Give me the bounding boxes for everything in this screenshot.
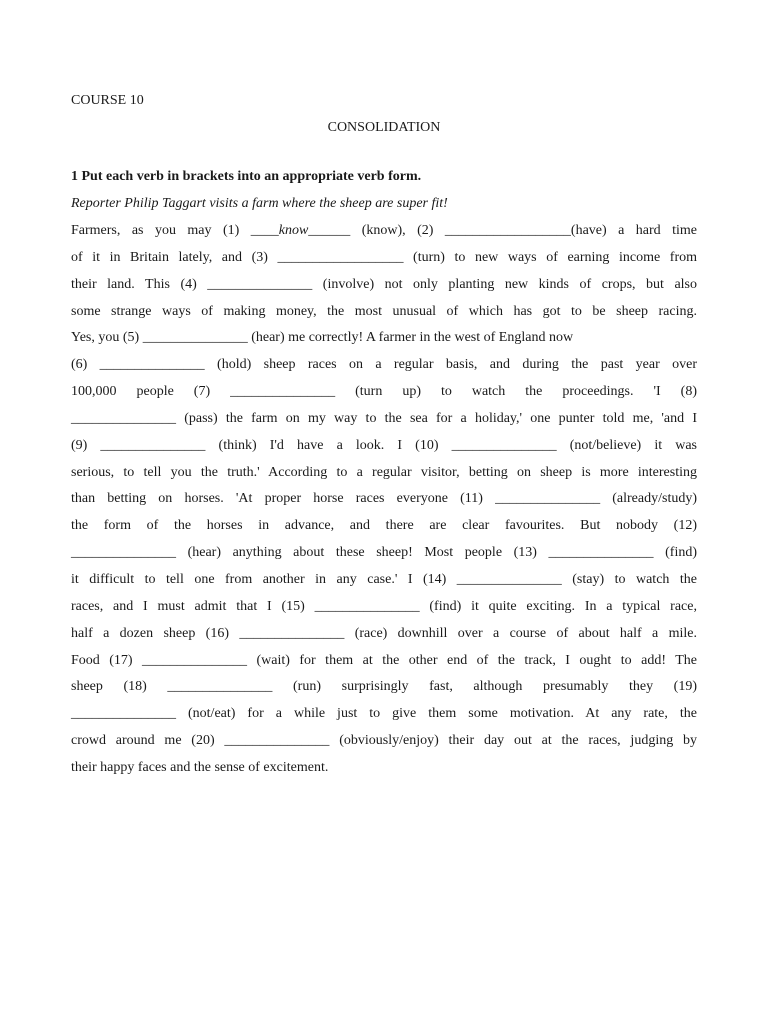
text-line: crowd around me (20) _______________ (obviously/enjoy) their day out at the races, judging by <box>71 733 697 749</box>
text-line: 100,000 people (7) _______________ (turn up) to watch the proceedings. 'I (8) <box>71 384 697 400</box>
text-line: their land. This (4) _______________ (involve) not only planting new kinds of crops, but also <box>71 276 697 292</box>
exercise-subtitle: Reporter Philip Taggart visits a farm where the sheep are super fit! <box>71 196 448 211</box>
page-title <box>71 119 697 137</box>
text-line: races, and I must admit that I (15) _______________ (find) it quite exciting. In a typical race, <box>71 598 697 614</box>
text-line: serious, to tell you the truth.' According to a regular visitor, betting on sheep is more interesting <box>71 464 697 480</box>
text-line: sheep (18) _______________ (run) surprisingly fast, although presumably they (19) <box>71 679 697 695</box>
text-line: (6) _______________ (hold) sheep races on a regular basis, and during the past year over <box>71 357 697 373</box>
text-line: half a dozen sheep (16) _______________ (race) downhill over a course of about half a mile. <box>71 625 697 641</box>
text-line: _______________ (hear) anything about these sheep! Most people (13) _______________ (find) <box>71 545 697 561</box>
text-line: _______________ (pass) the farm on my way to the sea for a holiday,' one punter told me, 'and I <box>71 410 697 426</box>
text-line: Food (17) _______________ (wait) for them at the other end of the track, I ought to add! The <box>71 652 697 668</box>
page-title-text: CONSOLIDATION <box>327 120 441 135</box>
course-label: COURSE 10 <box>71 93 144 108</box>
text-line: it difficult to tell one from another in any case.' I (14) _______________ (stay) to watch the <box>71 571 697 587</box>
text-line: than betting on horses. 'At proper horse races everyone (11) _______________ (already/study) <box>71 491 697 507</box>
text-line: some strange ways of making money, the most unusual of which has got to be sheep racing. <box>71 303 697 319</box>
line-1-after: ______ (know), (2) __________________(have) a hard time <box>308 223 697 238</box>
exercise-text <box>71 222 697 786</box>
text-line: their happy faces and the sense of excitement. <box>71 759 329 775</box>
example-answer: know <box>278 223 309 238</box>
text-line: (9) _______________ (think) I'd have a look. I (10) _______________ (not/believe) it was <box>71 437 697 453</box>
text-line: _______________ (not/eat) for a while just to give them some motivation. At any rate, the <box>71 706 697 722</box>
text-line: of it in Britain lately, and (3) __________________ (turn) to new ways of earning income from <box>71 249 697 265</box>
text-line: Yes, you (5) _______________ (hear) me correctly! A farmer in the west of England now <box>71 330 574 346</box>
text-line: the form of the horses in advance, and there are clear favourites. But nobody (12) <box>71 518 697 534</box>
exercise-instruction: 1 Put each verb in brackets into an appropriate verb form. <box>71 169 422 184</box>
text-line-1 <box>71 222 697 249</box>
line-1-before: Farmers, as you may (1) ____ <box>71 223 279 238</box>
